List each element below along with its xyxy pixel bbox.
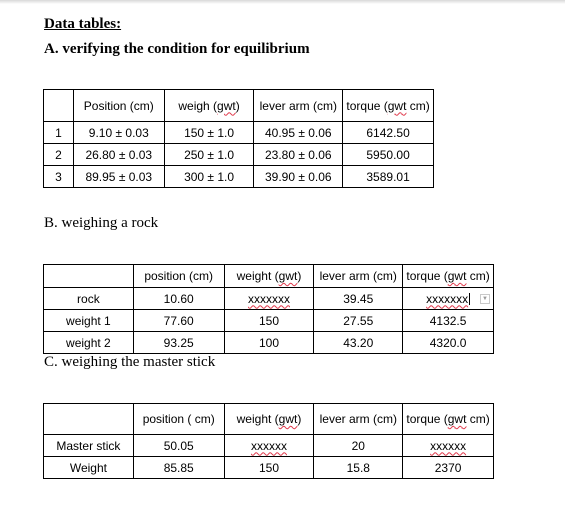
spellcheck-word: gwt (447, 412, 467, 426)
table-row (44, 144, 434, 166)
page-title: Data tables: (44, 16, 122, 32)
table-cell: 85.85 (133, 457, 224, 479)
section-a-heading: A. verifying the condition for equilibrium (44, 41, 310, 57)
row-label: weight 2 (44, 332, 134, 354)
table-cell: 150 (224, 457, 314, 479)
section-c-heading: C. weighing the master stick (44, 354, 216, 370)
table-cell: 300 ± 1.0 (164, 166, 254, 188)
table-cell: 93.25 (133, 332, 224, 354)
section-b-heading: B. weighing a rock (44, 215, 159, 231)
spellcheck-word: xxxxxx (430, 438, 467, 453)
table-equilibrium (43, 89, 434, 188)
header-cell (44, 404, 134, 435)
table-cell: 5950.00 (343, 144, 434, 166)
table-row (44, 457, 494, 479)
table-row (44, 435, 494, 457)
header-cell: position ( cm) (133, 404, 224, 435)
header-cell: weigh (gwt) (164, 90, 254, 122)
spellcheck-word: gwt (217, 98, 236, 113)
table-header-row (44, 404, 494, 435)
table-cell: 40.95 ± 0.06 (254, 122, 343, 144)
table-cell: 4132.5 (403, 310, 494, 332)
table-cell (403, 435, 494, 457)
row-number: 2 (44, 144, 74, 166)
table-cell: 150 ± 1.0 (164, 122, 254, 144)
table-cell: 26.80 ± 0.03 (73, 144, 164, 166)
header-cell: weight (gwt) (224, 404, 314, 435)
spellcheck-word: gwt (278, 269, 298, 283)
table-cell: 23.80 ± 0.06 (254, 144, 343, 166)
header-cell: lever arm (cm) (314, 404, 403, 435)
table-cell: 9.10 ± 0.03 (73, 122, 164, 144)
table-cell: 27.55 (314, 310, 403, 332)
table-row (44, 310, 494, 332)
table-cell: 43.20 (314, 332, 403, 354)
table-cell: 89.95 ± 0.03 (73, 166, 164, 188)
table-cell: 2370 (403, 457, 494, 479)
table-cell: 50.05 (133, 435, 224, 457)
table-cell: 10.60 (133, 288, 224, 310)
row-label: Weight (44, 457, 134, 479)
page-top-shadow (0, 0, 565, 4)
dropdown-arrow-icon[interactable]: ▼ (480, 294, 490, 304)
header-cell (44, 265, 134, 288)
table-row (44, 332, 494, 354)
table-cell: 100 (224, 332, 314, 354)
table-cell: 39.45 (314, 288, 403, 310)
header-cell: torque (gwt cm) (403, 265, 494, 288)
table-header-row (44, 265, 494, 288)
row-label: rock (44, 288, 134, 310)
row-label: Master stick (44, 435, 134, 457)
table-cell: 77.60 (133, 310, 224, 332)
header-cell: torque (gwt cm) (403, 404, 494, 435)
header-cell: torque (gwt cm) (343, 90, 434, 122)
table-cell (224, 288, 314, 310)
table-cell: 15.8 (314, 457, 403, 479)
spellcheck-word: gwt (447, 269, 467, 283)
table-row (44, 166, 434, 188)
header-cell: lever arm (cm) (254, 90, 343, 122)
row-label: weight 1 (44, 310, 134, 332)
table-master-stick (43, 403, 494, 479)
table-cell: 4320.0 (403, 332, 494, 354)
header-cell: lever arm (cm) (314, 265, 403, 288)
table-cell-editing[interactable] (403, 288, 494, 310)
row-number: 3 (44, 166, 74, 188)
spellcheck-word: gwt (387, 98, 407, 113)
table-cell: 39.90 ± 0.06 (254, 166, 343, 188)
spellcheck-word: xxxxxxx (247, 291, 290, 306)
spellcheck-word: xxxxxx (251, 438, 287, 453)
row-number: 1 (44, 122, 74, 144)
table-header-row (44, 90, 434, 122)
table-cell: 6142.50 (343, 122, 434, 144)
header-cell: weight (gwt) (224, 265, 314, 288)
table-row (44, 288, 494, 310)
table-cell (224, 435, 314, 457)
table-cell: 3589.01 (343, 166, 434, 188)
table-cell: 150 (224, 310, 314, 332)
header-cell: Position (cm) (73, 90, 164, 122)
spellcheck-word: gwt (278, 412, 298, 426)
table-cell: 250 ± 1.0 (164, 144, 254, 166)
table-rock (43, 264, 494, 354)
header-cell (44, 90, 74, 122)
text-cursor (469, 293, 470, 305)
table-row (44, 122, 434, 144)
table-cell: 20 (314, 435, 403, 457)
header-cell: position (cm) (133, 265, 224, 288)
spellcheck-word: xxxxxxx (426, 291, 469, 306)
